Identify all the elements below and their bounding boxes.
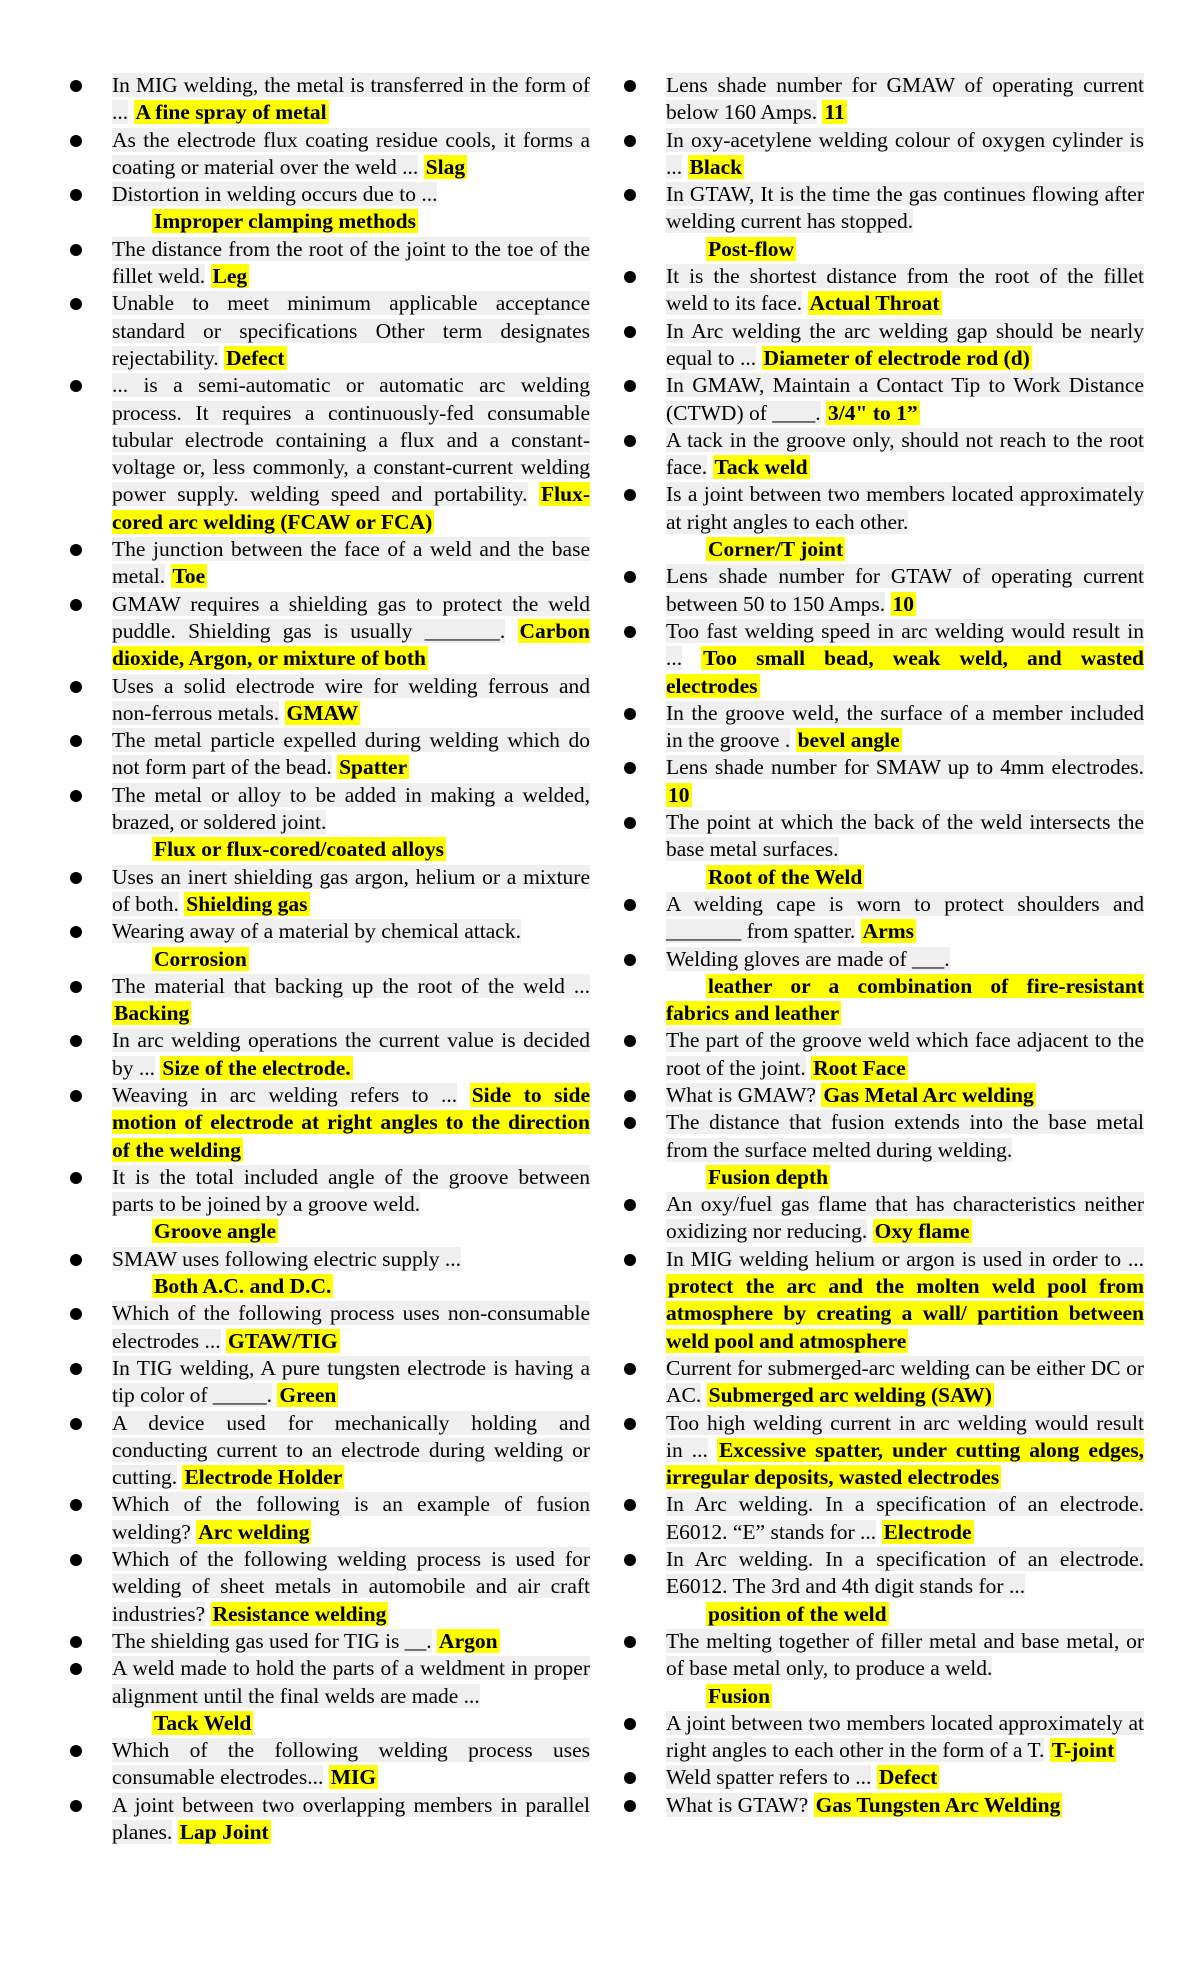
question-text: ... is a semi-automatic or automatic arc welding process. It requires a continuously-fed consumable tubular electrode containing a flux and a constant-voltage or, less commonly, a constant-current welding power supply. welding speed and portability. [112,373,590,507]
question-text: A welding cape is worn to protect shoulders and _______ from spatter. [666,891,1144,944]
bullet-icon [70,1745,82,1757]
answer-highlight: Argon [439,1628,498,1653]
answer-highlight: Tack Weld [154,1710,252,1735]
question-item [622,1764,1144,1791]
bullet-icon [70,1499,82,1511]
question-item [68,1737,590,1792]
question-text: The material that backing up the root of the weld ... [112,973,590,998]
question-text: In oxy-acetylene welding colour of oxygen cylinder is ... [666,127,1144,179]
question-text: The part of the groove weld which face adjacent to the root of the joint. [666,1028,1144,1080]
question-item [68,127,590,182]
bullet-icon [624,1772,636,1784]
question-item [622,481,1144,563]
question-item [68,1355,590,1410]
answer-highlight: Tack weld [714,455,808,480]
answer-highlight: Side to side motion of electrode at right angles to the direction of the welding [112,1082,590,1162]
bullet-icon [624,1418,636,1430]
bullet-icon [70,1363,82,1375]
question-text: Weaving in arc welding refers to ... [112,1082,458,1107]
question-text: An oxy/fuel gas flame that has characteristics neither oxidizing nor reducing. [666,1192,1144,1244]
question-text: In the groove weld, the surface of a member included in the groove . [666,700,1144,753]
question-item [68,864,590,919]
question-text: A joint between two members located approximately at right angles to each other in the form of a T. [666,1710,1144,1763]
question-text: Which of the following process uses non-consumable electrodes ... [112,1301,590,1353]
bullet-icon [70,735,82,747]
question-text: Lens shade number for SMAW up to 4mm electrodes. [666,755,1144,780]
question-text: The junction between the face of a weld and the base metal. [112,537,590,589]
answer-highlight: Excessive spatter, under cutting along edges, irregular deposits, wasted electrodes [666,1437,1145,1490]
question-item [68,973,590,1028]
answer-highlight: Oxy flame [874,1219,970,1244]
answer-highlight: Too small bead, weak weld, and wasted electrodes [666,646,1144,698]
bullet-icon [624,380,636,392]
question-text: A device used for mechanically holding and conducting current to an electrode during welding or cutting. [112,1410,590,1490]
bullet-icon [624,1254,636,1266]
bullet-icon [70,380,82,392]
bullet-icon [624,80,636,92]
bullet-icon [624,135,636,147]
question-item [68,372,590,536]
bullet-icon [624,626,636,638]
bullet-icon [624,1554,636,1566]
bullet-icon [624,1363,636,1375]
question-text: What is GMAW? [666,1082,816,1107]
answer-highlight: A fine spray of metal [135,100,327,125]
answer-highlight: Lap Joint [179,1820,269,1844]
question-text: In Arc welding. In a specification of an electrode. E6012. The 3rd and 4th digit stands for ... [666,1547,1144,1599]
question-item [68,1546,590,1628]
question-text: Which of the following welding process uses consumable electrodes... [112,1738,590,1790]
question-item [622,1410,1144,1492]
bullet-icon [624,271,636,283]
answer-highlight: Carbon dioxide, Argon, or mixture of both [112,618,591,671]
bullet-icon [624,189,636,201]
answer-highlight: Shielding gas [186,891,308,916]
question-text: Unable to meet minimum applicable acceptance standard or specifications Other term designates rejectability. [112,291,590,370]
bullet-icon [70,1308,82,1320]
question-item [622,372,1144,427]
question-text: In GMAW, Maintain a Contact Tip to Work Distance (CTWD) of ____. [666,373,1144,425]
answer-highlight: Arc welding [198,1519,310,1544]
bullet-icon [624,326,636,338]
question-item [68,181,590,236]
answer-highlight: Leg [212,264,248,289]
answer-highlight: Size of the electrode. [162,1055,351,1080]
question-item [68,1655,590,1737]
question-text: A joint between two overlapping members in parallel planes. [112,1792,590,1844]
question-text: It is the total included angle of the groove between parts to be joined by a groove weld. [112,1164,590,1217]
question-item [68,536,590,591]
right-column [622,72,1144,1819]
bullet-icon [70,298,82,310]
bullet-icon [70,1035,82,1047]
answer-highlight: Improper clamping methods [154,209,416,234]
bullet-icon [624,489,636,501]
question-item [622,1546,1144,1628]
question-text: Which of the following is an example of fusion welding? [112,1492,590,1544]
question-text: SMAW uses following electric supply ... [112,1246,462,1271]
question-text: Current for submerged-arc welding can be either DC or AC. [666,1355,1144,1408]
question-item [68,1027,590,1082]
question-text: In Arc welding. In a specification of an electrode. E6012. “E” stands for ... [666,1492,1144,1544]
bullet-icon [70,872,82,884]
answer-highlight: Both A.C. and D.C. [154,1274,332,1299]
answer-highlight: 11 [824,100,845,125]
answer-highlight: Toe [172,564,206,589]
bullet-icon [624,1199,636,1211]
answer-highlight: Corrosion [154,946,247,971]
question-item [68,1491,590,1546]
question-item [68,1300,590,1355]
answer-highlight: protect the arc and the molten weld pool from atmosphere by creating a wall/ partition between weld pool and atmosphere [666,1274,1144,1353]
bullet-icon [624,1499,636,1511]
bullet-icon [70,926,82,938]
answer-highlight: Groove angle [154,1219,277,1244]
question-text: Uses a solid electrode wire for welding ferrous and non-ferrous metals. [112,673,590,725]
question-item [68,591,590,673]
question-list-right [622,72,1144,1819]
question-text: Too high welding current in arc welding would result in ... [666,1410,1144,1462]
answer-highlight: Defect [226,345,285,370]
question-item [622,1109,1144,1191]
answer-highlight: 3/4" to 1” [828,400,918,425]
question-text: In arc welding operations the current value is decided by ... [112,1028,590,1080]
question-text: In MIG welding helium or argon is used in order to ... [666,1246,1144,1271]
question-item [622,1792,1144,1819]
bullet-icon [70,189,82,201]
answer-highlight: MIG [330,1765,377,1790]
answer-highlight: Flux or flux-cored/coated alloys [154,837,445,862]
question-item [622,1082,1144,1109]
answer-highlight: Resistance welding [212,1601,387,1626]
question-text: As the electrode flux coating residue cools, it forms a coating or material over the weld ... [112,127,590,179]
question-text: In MIG welding, the metal is transferred in the form of ... [112,73,590,125]
question-text: In Arc welding the arc welding gap should be nearly equal to ... [666,318,1144,370]
answer-highlight: leather or a combination of fire-resistant fabrics and leather [666,973,1144,1026]
bullet-icon [70,1090,82,1102]
question-text: Uses an inert shielding gas argon, helium or a mixture of both. [112,864,590,916]
question-text: The metal particle expelled during welding which do not form part of the bead. [112,728,590,780]
answer-highlight: Black [689,154,743,179]
question-item [68,1164,590,1246]
question-item [622,809,1144,891]
answer-highlight: GTAW/TIG [228,1328,338,1353]
question-text: In TIG welding, A pure tungsten electrode is having a tip color of _____. [112,1355,590,1408]
question-item [68,918,590,973]
bullet-icon [70,80,82,92]
question-text: A tack in the groove only, should not reach to the root face. [666,427,1144,480]
question-item [68,236,590,291]
bullet-icon [70,981,82,993]
question-text: Weld spatter refers to ... [666,1765,872,1790]
question-text: The melting together of filler metal and base metal, or of base metal only, to produce a weld. [666,1628,1144,1681]
question-item [68,673,590,728]
question-item [622,1027,1144,1082]
answer-highlight: Electrode [883,1519,972,1544]
bullet-icon [70,681,82,693]
question-item [622,1710,1144,1765]
question-list-left [68,72,590,1846]
bullet-icon [624,1117,636,1129]
bullet-icon [624,571,636,583]
question-item [622,72,1144,127]
question-text: The shielding gas used for TIG is __. [112,1628,432,1653]
question-text: Lens shade number for GTAW of operating current between 50 to 150 Amps. [666,564,1144,616]
question-text: It is the shortest distance from the root of the fillet weld to its face. [666,264,1144,316]
question-item [68,782,590,864]
question-text: Which of the following welding process is used for welding of sheet metals in automobile and air craft industries? [112,1547,590,1626]
question-item [622,946,1144,1028]
question-item [622,127,1144,182]
answer-highlight: Spatter [339,755,408,780]
answer-highlight: position of the weld [708,1601,887,1626]
question-item [622,618,1144,700]
question-text: GMAW requires a shielding gas to protect the weld puddle. Shielding gas is usually _______. [112,591,590,643]
question-item [68,72,590,127]
question-item [68,1246,590,1301]
question-item [68,1082,590,1164]
question-item [622,1355,1144,1410]
bullet-icon [624,762,636,774]
answer-highlight: 10 [668,782,690,807]
question-item [622,1491,1144,1546]
answer-highlight: Gas Metal Arc welding [823,1082,1034,1107]
bullet-icon [624,1636,636,1648]
bullet-icon [624,1090,636,1102]
bullet-icon [70,1663,82,1675]
answer-highlight: Diameter of electrode rod (d) [763,345,1030,370]
answer-highlight: Flux-cored arc welding (FCAW or FCA) [112,482,591,534]
question-text: Is a joint between two members located approximately at right angles to each other. [666,482,1144,534]
question-item [68,1410,590,1492]
question-text: Too fast welding speed in arc welding would result in ... [666,618,1144,671]
question-text: In GTAW, It is the time the gas continues flowing after welding current has stopped. [666,182,1144,234]
answer-highlight: Root Face [813,1055,906,1080]
question-item [622,181,1144,263]
question-item [622,563,1144,618]
answer-highlight: Post-flow [708,236,794,261]
question-item [622,318,1144,373]
bullet-icon [624,708,636,720]
question-text: A weld made to hold the parts of a weldment in proper alignment until the final welds are made ... [112,1656,590,1708]
question-item [68,1628,590,1655]
question-item [68,1792,590,1847]
question-item [622,427,1144,482]
bullet-icon [70,599,82,611]
question-item [622,700,1144,755]
question-text: Wearing away of a material by chemical attack. [112,919,521,944]
bullet-icon [70,790,82,802]
question-text: Welding gloves are made of ___. [666,946,950,971]
question-item [68,290,590,372]
question-item [622,1628,1144,1710]
bullet-icon [624,1800,636,1812]
bullet-icon [624,1718,636,1730]
answer-highlight: Fusion [708,1683,771,1708]
left-column [68,72,590,1846]
question-text: The distance from the root of the joint to the toe of the fillet weld. [112,236,590,289]
answer-highlight: Electrode Holder [184,1465,343,1490]
bullet-icon [70,244,82,256]
question-item [622,891,1144,946]
answer-highlight: Root of the Weld [708,864,863,889]
bullet-icon [624,899,636,911]
bullet-icon [624,954,636,966]
bullet-icon [70,1554,82,1566]
bullet-icon [624,1035,636,1047]
answer-highlight: Defect [878,1765,938,1790]
bullet-icon [624,817,636,829]
bullet-icon [70,135,82,147]
question-item [622,1246,1144,1355]
question-text: The metal or alloy to be added in making a welded, brazed, or soldered joint. [112,782,590,835]
question-text: The distance that fusion extends into the base metal from the surface melted during welding. [666,1110,1144,1162]
answer-highlight: Gas Tungsten Arc Welding [815,1792,1061,1817]
question-text: Lens shade number for GMAW of operating current below 160 Amps. [666,73,1144,125]
answer-highlight: bevel angle [797,728,900,753]
question-text: What is GTAW? [666,1792,809,1817]
bullet-icon [70,1418,82,1430]
answer-highlight: Submerged arc welding (SAW) [708,1383,992,1408]
bullet-icon [70,544,82,556]
answer-highlight: Slag [425,154,466,179]
question-item [68,727,590,782]
answer-highlight: T-joint [1051,1738,1115,1763]
question-item [622,263,1144,318]
bullet-icon [70,1636,82,1648]
answer-highlight: Arms [862,919,915,944]
answer-highlight: Actual Throat [809,291,940,316]
question-item [622,754,1144,809]
bullet-icon [624,435,636,447]
question-item [622,1191,1144,1246]
question-text: Distortion in welding occurs due to ... [112,182,438,207]
answer-highlight: Backing [114,1001,190,1026]
question-text: The point at which the back of the weld intersects the base metal surfaces. [666,810,1144,862]
bullet-icon [70,1254,82,1266]
answer-highlight: Corner/T joint [708,537,844,562]
bullet-icon [70,1800,82,1812]
answer-highlight: Fusion depth [708,1164,829,1189]
answer-highlight: 10 [892,591,915,616]
answer-highlight: Green [279,1383,337,1408]
answer-highlight: GMAW [286,700,359,725]
bullet-icon [70,1172,82,1184]
